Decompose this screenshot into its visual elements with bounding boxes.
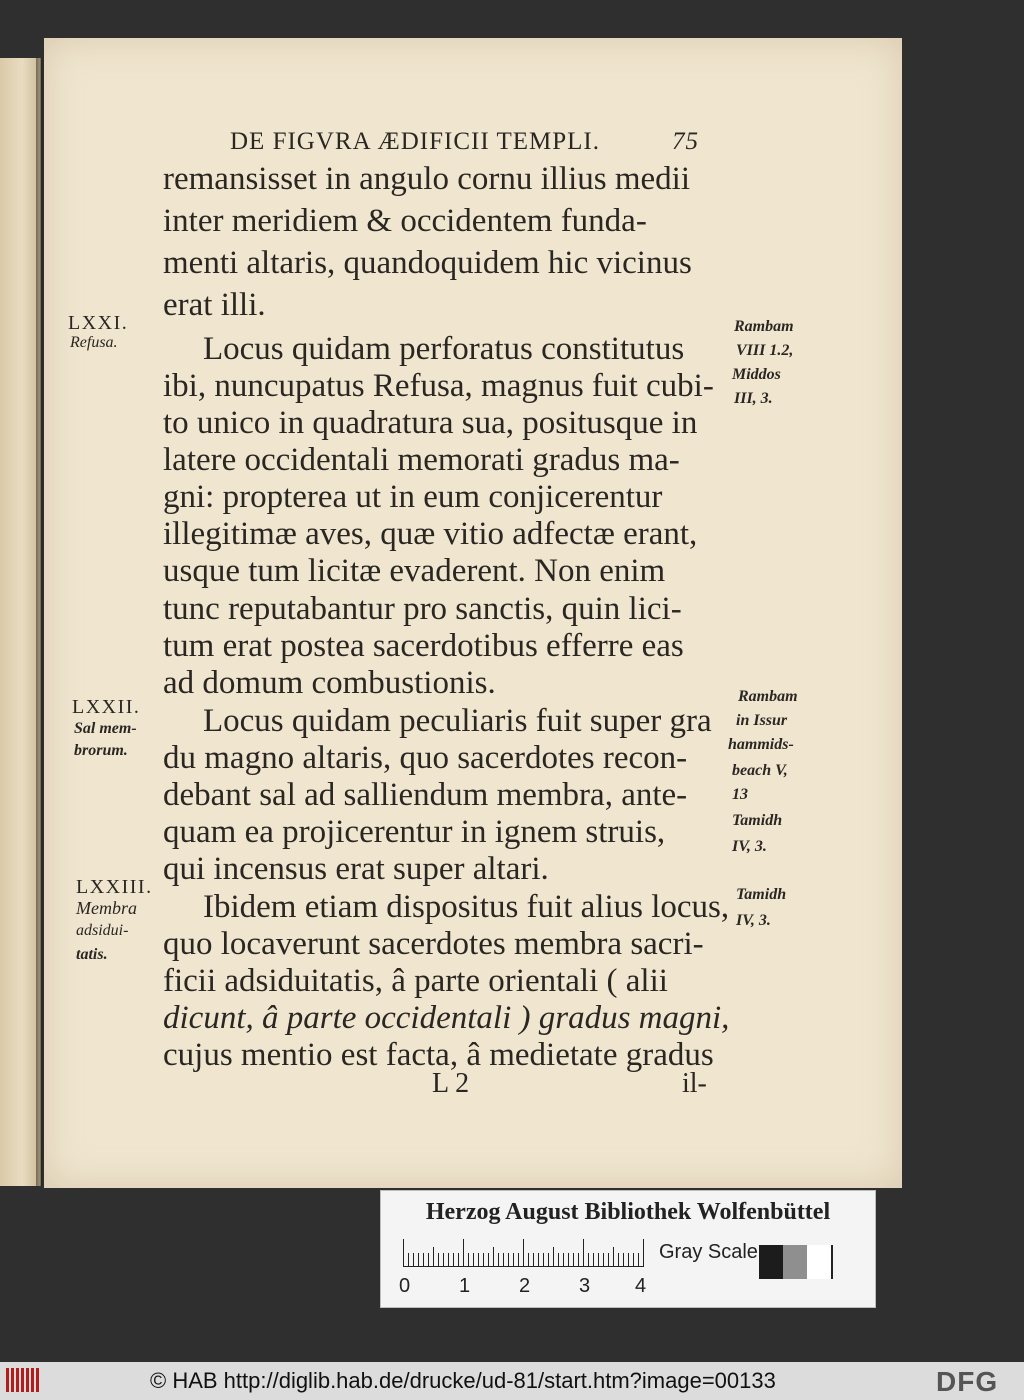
text-line: ibi, nuncupatus Refusa, magnus fuit cubi- [163,368,714,404]
running-head-title: DE FIGVRA ÆDIFICII TEMPLI. [230,128,600,155]
margin-reference: Tamidh [736,886,787,903]
ruler-tick [453,1253,454,1267]
text-line: ad domum combustionis. [163,665,496,701]
text-line: tunc reputabantur pro sanctis, quin lici- [163,591,682,627]
text-line: quam ea projicerentur in ignem struis, [163,814,666,850]
ruler-tick [418,1253,419,1267]
ruler-tick [563,1253,564,1267]
margin-title-membra-adsiduitatis: tatis. [76,946,108,963]
margin-title-membra-adsiduitatis: Membra [76,898,137,918]
ruler-tick [443,1253,444,1267]
ruler-tick [523,1239,524,1267]
ruler-tick [518,1253,519,1267]
gray-swatch [807,1245,831,1279]
ruler-number: 1 [459,1275,471,1297]
gray-swatch [783,1245,807,1279]
margin-title-refusa: Refusa. [70,334,118,351]
ruler-tick [483,1253,484,1267]
ruler-tick [548,1253,549,1267]
ruler-tick [493,1247,494,1267]
ruler-tick [643,1239,644,1267]
ruler-tick [543,1253,544,1267]
ruler-tick [608,1253,609,1267]
ruler-tick [473,1253,474,1267]
margin-reference: IV, 3. [736,912,771,929]
section-number-lxxii: LXXII. [72,696,141,718]
ruler-tick [423,1253,424,1267]
ruler-tick [578,1253,579,1267]
ruler-tick [408,1253,409,1267]
gray-scale-label: Gray Scale [659,1241,758,1263]
text-line: usque tum licitæ evaderent. Non enim [163,553,666,589]
ruler-tick [613,1247,614,1267]
gray-swatch-divider [831,1245,833,1279]
gutter-shadow [36,58,44,1186]
ruler-tick [528,1253,529,1267]
footer-credit-link[interactable]: © HAB http://diglib.hab.de/drucke/ud-81/start.htm?image=00133 [150,1368,776,1393]
text-line: to unico in quadratura sua, positusque in [163,405,698,441]
text-line: ficii adsiduitatis, â parte orientali ( alii [163,963,668,999]
ruler-tick [403,1239,404,1267]
measurement-ruler [403,1239,643,1267]
ruler-tick [498,1253,499,1267]
text-line: cujus mentio est facta, â medietate gradus [163,1037,714,1073]
margin-title-membra-adsiduitatis: adsidui- [76,922,129,939]
ruler-tick [413,1253,414,1267]
text-line: latere occidentali memorati gradus ma- [163,442,680,478]
page-number: 75 [672,128,699,155]
ruler-tick [553,1247,554,1267]
ruler-tick [478,1253,479,1267]
ruler-tick [458,1253,459,1267]
library-name: Herzog August Bibliothek Wolfenbüttel [425,1199,831,1225]
ruler-tick [593,1253,594,1267]
ruler-tick [438,1253,439,1267]
margin-reference: VIII 1.2, [736,342,794,359]
hab-logo-icon [6,1368,42,1392]
text-line: tum erat postea sacerdotibus efferre eas [163,628,684,664]
footer-bar [0,1362,1024,1400]
text-line: inter meridiem & occidentem funda- [163,203,647,239]
gray-swatch [759,1245,783,1279]
ruler-number: 4 [635,1275,647,1297]
margin-title-sal-membrorum: Sal mem- [74,720,137,737]
text-line: Locus quidam peculiaris fuit super gra [203,703,712,739]
ruler-tick [618,1253,619,1267]
ruler-tick [503,1253,504,1267]
dfg-logo: DFG [936,1366,999,1397]
margin-reference: III, 3. [734,390,773,407]
ruler-tick [628,1253,629,1267]
margin-reference: 13 [732,786,748,803]
ruler-tick [598,1253,599,1267]
text-line: remansisset in angulo cornu illius medii [163,161,691,197]
margin-reference: IV, 3. [732,838,767,855]
gray-scale-card [380,1190,876,1308]
ruler-tick [533,1253,534,1267]
section-number-lxxi: LXXI. [68,312,129,334]
text-line: menti altaris, quandoquidem hic vicinus [163,245,692,281]
margin-reference: Rambam [738,688,798,705]
ruler-tick [488,1253,489,1267]
text-line: Locus quidam perforatus constitutus [203,331,685,367]
ruler-tick [538,1253,539,1267]
ruler-tick [638,1253,639,1267]
ruler-tick [558,1253,559,1267]
ruler-number: 3 [579,1275,591,1297]
margin-reference: beach V, [732,762,788,779]
ruler-tick [568,1253,569,1267]
catchword: il- [682,1068,707,1099]
text-line: du magno altaris, quo sacerdotes recon- [163,740,688,776]
text-line: erat illi. [163,287,266,323]
ruler-tick [588,1253,589,1267]
ruler-tick [633,1253,634,1267]
ruler-tick [583,1239,584,1267]
ruler-tick [463,1239,464,1267]
ruler-tick [513,1253,514,1267]
margin-reference: Tamidh [732,812,783,829]
ruler-tick [428,1253,429,1267]
ruler-tick [573,1253,574,1267]
text-line: dicunt, â parte occidentali ) gradus magni, [163,1000,730,1036]
section-number-lxxiii: LXXIII. [76,876,153,898]
text-line: qui incensus erat super altari. [163,851,549,887]
text-line: debant sal ad salliendum membra, ante- [163,777,688,813]
previous-page-edge [0,58,41,1186]
text-line: gni: propterea ut in eum conjicerentur [163,479,663,515]
margin-title-sal-membrorum: brorum. [74,742,128,759]
margin-reference: hammids- [728,736,794,753]
margin-reference: in Issur [736,712,788,729]
margin-reference: Middos [732,366,781,383]
margin-reference: Rambam [734,318,794,335]
text-line: quo locaverunt sacerdotes membra sacri- [163,926,704,962]
ruler-number: 0 [399,1275,411,1297]
text-line: illegitimæ aves, quæ vitio adfectæ erant, [163,516,698,552]
signature-mark: L 2 [432,1068,470,1099]
ruler-number: 2 [519,1275,531,1297]
ruler-tick [623,1253,624,1267]
ruler-tick [448,1253,449,1267]
ruler-tick [433,1247,434,1267]
text-line: Ibidem etiam dispositus fuit alius locus, [203,889,730,925]
ruler-tick [508,1253,509,1267]
ruler-tick [468,1253,469,1267]
ruler-tick [603,1253,604,1267]
